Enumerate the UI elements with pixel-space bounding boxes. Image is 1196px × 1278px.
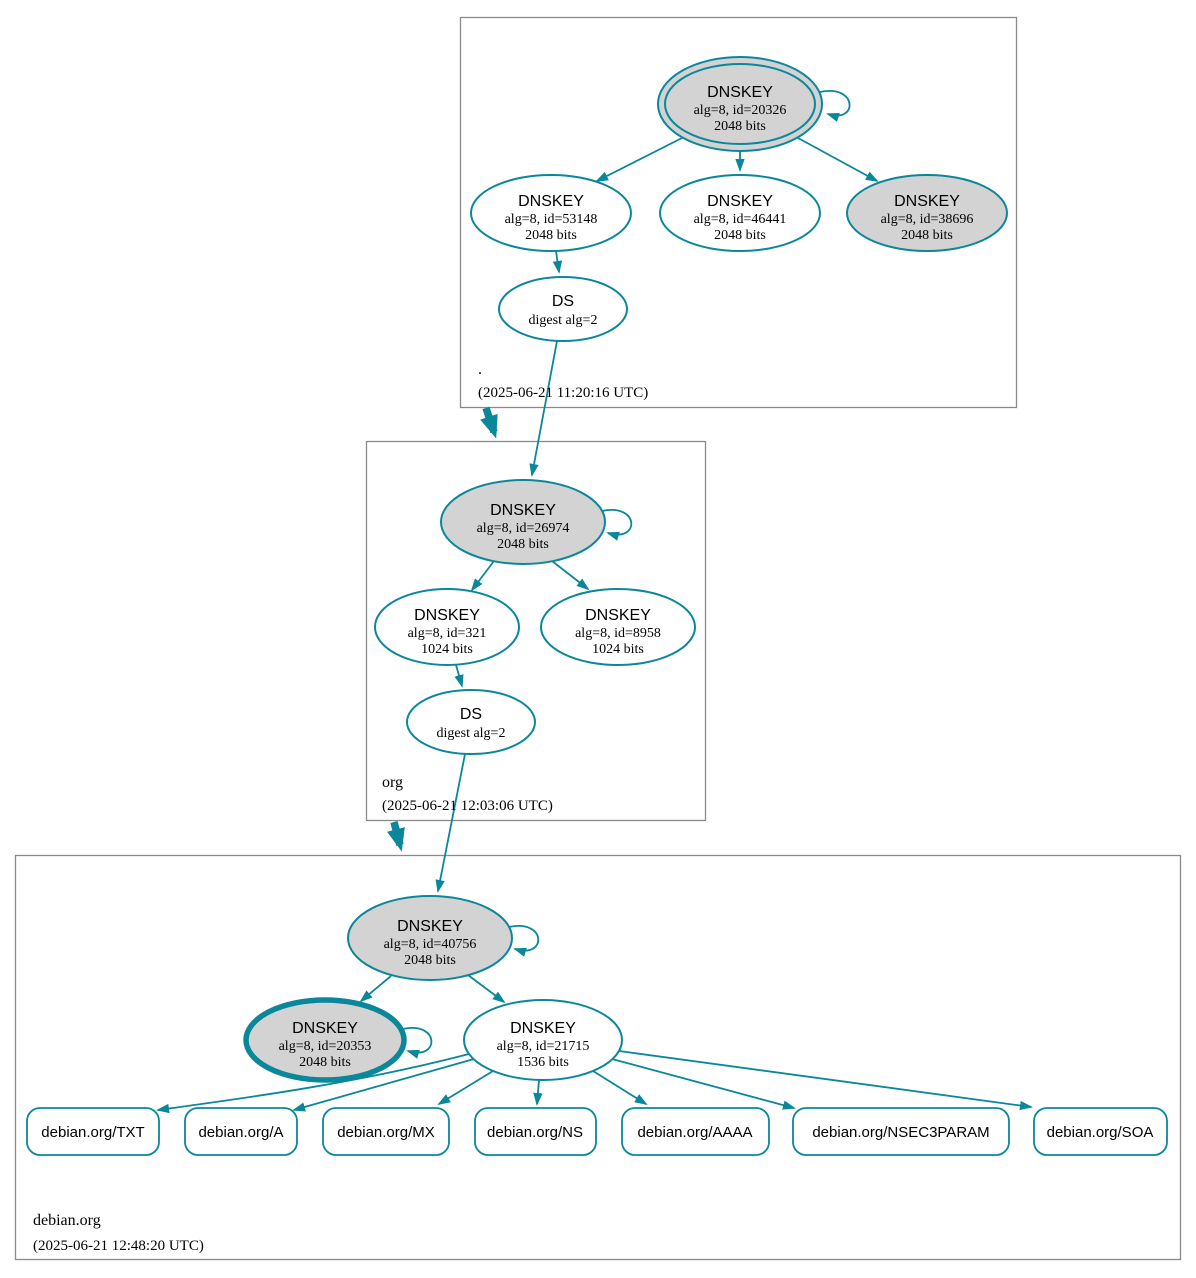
rrset-label: debian.org/MX xyxy=(337,1124,435,1141)
rrset-label: debian.org/A xyxy=(198,1124,284,1141)
node-bits: 2048 bits xyxy=(714,119,766,134)
rrsig-edge-debian-ksk-sep xyxy=(361,976,391,1001)
node-bits: 2048 bits xyxy=(299,1055,351,1070)
node-detail: alg=8, id=20326 xyxy=(693,103,787,118)
node-bits: 2048 bits xyxy=(497,537,549,552)
node-detail: alg=8, id=21715 xyxy=(496,1039,590,1054)
node-title: DNSKEY xyxy=(707,84,773,101)
node-bits: 1024 bits xyxy=(592,642,644,657)
node-title: DS xyxy=(551,293,575,310)
node-bits: 1024 bits xyxy=(421,642,473,657)
node-title: DNSKEY xyxy=(397,918,463,935)
zone-debian-nodes xyxy=(27,896,1167,1254)
ds-edge-org-to-debian-ksk xyxy=(438,754,465,891)
delegation-arrow-org-to-debian xyxy=(394,822,400,845)
self-loop-debian-ksk xyxy=(509,926,538,951)
rrset-label: debian.org/AAAA xyxy=(637,1124,753,1141)
rrsig-edge-zsk-soa xyxy=(619,1051,1031,1107)
node-title: DNSKEY xyxy=(292,1020,358,1037)
node-bits: 2048 bits xyxy=(714,228,766,243)
rrsig-edge-root-ksk-key3 xyxy=(798,138,877,181)
node-detail: digest alg=2 xyxy=(436,726,506,741)
zone-timestamp: (2025-06-21 12:03:06 UTC) xyxy=(382,798,553,814)
node-detail: alg=8, id=321 xyxy=(407,626,487,641)
node-bits: 2048 bits xyxy=(404,953,456,968)
rrsig-edge-zsk-mx xyxy=(439,1071,493,1104)
rrset-label: debian.org/NS xyxy=(487,1124,583,1141)
rrsig-edge-root-ksk-zsk xyxy=(597,138,682,181)
node-title: DNSKEY xyxy=(414,607,480,624)
node-bits: 1536 bits xyxy=(517,1055,569,1070)
self-loop-org-ksk xyxy=(602,510,631,535)
zone-root-nodes xyxy=(471,57,1007,401)
node-detail: alg=8, id=40756 xyxy=(383,937,477,952)
node-title: DNSKEY xyxy=(518,193,584,210)
self-loop-debian-sep xyxy=(403,1028,431,1053)
rrset-row xyxy=(27,1108,1167,1155)
node-detail: alg=8, id=46441 xyxy=(693,212,787,227)
digest-edge-root-zsk-ds xyxy=(556,251,559,272)
zone-label: org xyxy=(382,774,404,791)
node-detail: alg=8, id=38696 xyxy=(880,212,974,227)
node-title: DNSKEY xyxy=(510,1020,576,1037)
node-detail: alg=8, id=53148 xyxy=(504,212,598,227)
node-detail: alg=8, id=26974 xyxy=(476,521,570,536)
node-detail: digest alg=2 xyxy=(528,313,598,328)
node-bits: 2048 bits xyxy=(901,228,953,243)
node-title: DNSKEY xyxy=(585,607,651,624)
node-bits: 2048 bits xyxy=(525,228,577,243)
zone-timestamp: (2025-06-21 12:48:20 UTC) xyxy=(33,1238,204,1254)
rrsig-edge-zsk-aaaa xyxy=(593,1071,646,1104)
rrset-label: debian.org/SOA xyxy=(1046,1124,1154,1141)
node-title: DNSKEY xyxy=(490,502,556,519)
node-title: DNSKEY xyxy=(707,193,773,210)
rrsig-edge-org-ksk-key2 xyxy=(552,561,588,589)
delegation-arrow-root-to-org xyxy=(486,408,494,432)
node-detail: alg=8, id=8958 xyxy=(575,626,661,641)
rrset-label: debian.org/TXT xyxy=(41,1124,145,1141)
zone-label: . xyxy=(478,361,482,378)
zone-label: debian.org xyxy=(33,1212,101,1229)
zone-timestamp: (2025-06-21 11:20:16 UTC) xyxy=(478,385,649,401)
rrset-label: debian.org/NSEC3PARAM xyxy=(812,1124,990,1141)
digest-edge-org-zsk-ds xyxy=(456,665,462,686)
self-loop-root-ksk xyxy=(820,91,850,116)
rrsig-edge-org-ksk-zsk xyxy=(472,561,494,590)
node-detail: alg=8, id=20353 xyxy=(278,1039,372,1054)
rrsig-edge-zsk-ns xyxy=(537,1080,539,1104)
zone-org-nodes xyxy=(375,480,695,814)
node-title: DS xyxy=(459,706,483,723)
node-title: DNSKEY xyxy=(894,193,960,210)
rrsig-edge-debian-ksk-zsk xyxy=(468,975,504,1002)
